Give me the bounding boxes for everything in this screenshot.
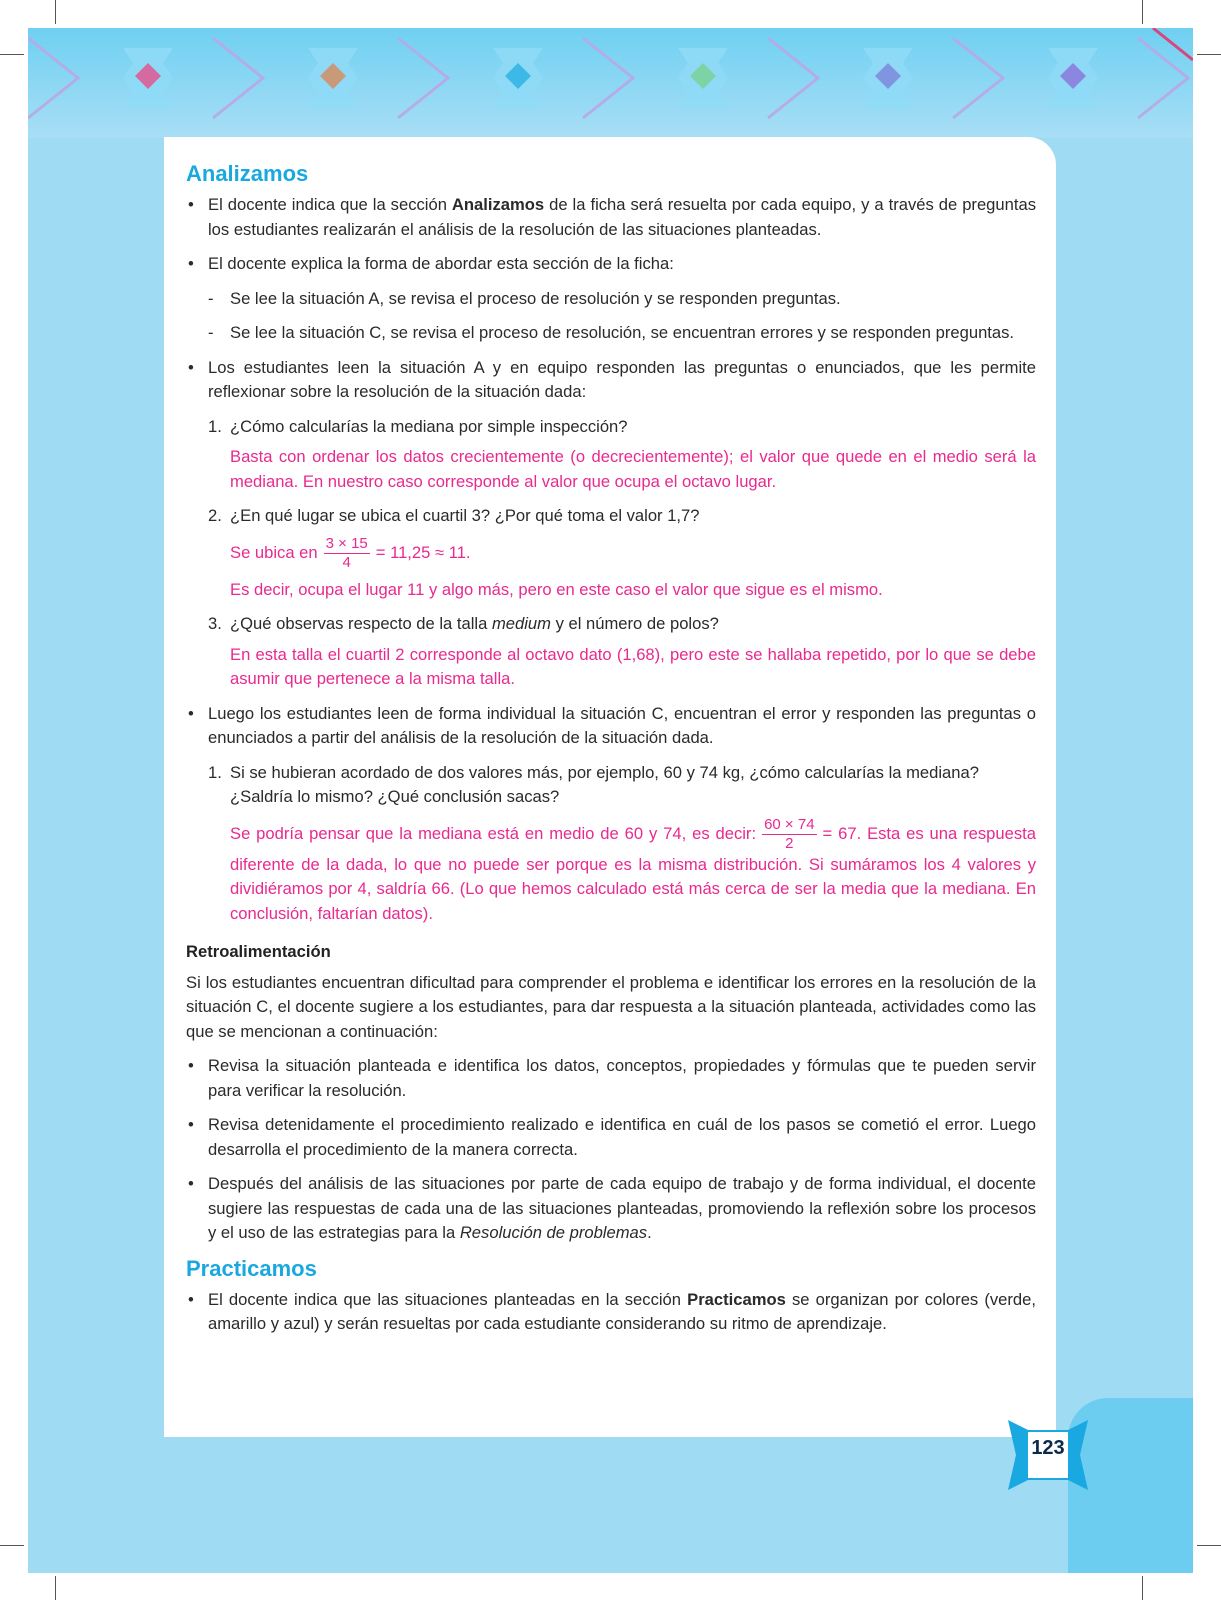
crop-mark (55, 0, 56, 24)
list-item: • Los estudiantes leen la situación A y en equipo responden las preguntas o enunciados, que les permite reflexionar sobre la resolución de la situación dada: (186, 356, 1036, 405)
list-item: • Luego los estudiantes leen de forma individual la situación C, encuentran el error y responden las preguntas o enunciados a partir del análisis de la resolución de la situación dada. (186, 702, 1036, 751)
fraction: $\frac{60 \times 74}{2}$ (764, 815, 815, 852)
page-number: 123 (1031, 1437, 1065, 1459)
content-body (186, 161, 1036, 1347)
answer-3: En esta talla el cuartil 2 corresponde al octavo dato (1,68), pero este se hallaba repetido, por lo que se debe asumir que pertenece a la misma talla. (230, 644, 1036, 688)
answer-1: Basta con ordenar los datos crecientemente (o decrecientemente); el valor que quede en el medio será la mediana. En nuestro caso corresponde al valor que ocupa el octavo lugar. (230, 447, 1036, 491)
content-panel (164, 137, 1056, 1437)
fraction: $\frac{3 \times 15}{4}$ (325, 534, 368, 571)
list-item: • El docente explica la forma de abordar esta sección de la ficha: (186, 252, 1036, 277)
crop-mark (55, 1576, 56, 1600)
crop-mark (1142, 1576, 1143, 1600)
section-title-practicamos: Practicamos (186, 1255, 317, 1281)
question-3: 3. ¿Qué observas respecto de la talla medium y el número de polos? (208, 614, 719, 633)
list-item: • Después del análisis de las situaciones por parte de cada equipo de trabajo y de forma individual, el docente sugiere las respuestas de cada una de las situaciones planteadas, promoviendo la reflexión sobre los procesos y el uso de las estrategias para la Resolución de problemas. (186, 1172, 1036, 1246)
list-item: • Revisa detenidamente el procedimiento realizado e identifica en cuál de los pasos se cometió el error. Luego desarrolla el procedimiento de la manera correcta. (186, 1113, 1036, 1162)
crop-mark (0, 54, 24, 55)
answer-2: Es decir, ocupa el lugar 11 y algo más, pero en este caso el valor que sigue es el mismo. (230, 579, 883, 599)
sub-list-item: - Se lee la situación C, se revisa el proceso de resolución, se encuentran errores y se responden preguntas. (186, 321, 1036, 346)
answer-4: Se podría pensar que la mediana está en medio de 60 y 74, es decir: $\frac{60 \times 74}{2}$ = 67. Esta es una respuesta diferente de la dada, lo que no puede ser porque es la misma distribución. Si sumáramos los 4 valores y dividiéramos por 4, saldría 66. (Lo que hemos calculado está más cerca de ser la media que la mediana. En conclusión, faltarían datos). (230, 815, 1036, 923)
sub-list-item: - Se lee la situación A, se revisa el proceso de resolución y se responden preguntas. (186, 287, 1036, 312)
section-title-analizamos: Analizamos (186, 161, 309, 186)
list-item: • El docente indica que las situaciones planteadas en la sección Practicamos se organizan por colores (verde, amarillo y azul) y serán resueltas por cada estudiante considerando su ritmo de aprendizaje. (186, 1288, 1036, 1337)
crop-mark (0, 1545, 24, 1546)
answer-2-formula: Se ubica en $\frac{3 \times 15}{4}$ = 11,25 ≈ 11. (230, 534, 471, 571)
list-item: • El docente indica que la sección Analizamos de la ficha será resuelta por cada equipo, y a través de preguntas los estudiantes realizarán el análisis de la resolución de las situaciones planteadas. (186, 193, 1036, 242)
subheading-retroalimentacion: Retroalimentación (186, 942, 331, 961)
crop-mark (1142, 0, 1143, 24)
question-1: 1. ¿Cómo calcularías la mediana por simple inspección? (208, 416, 628, 436)
decorative-banner (28, 28, 1193, 138)
crop-mark (1197, 1545, 1221, 1546)
question-2: 2. ¿En qué lugar se ubica el cuartil 3? ¿Por qué toma el valor 1,7? (208, 506, 700, 525)
question-4: 1. Si se hubieran acordado de dos valores más, por ejemplo, 60 y 74 kg, ¿cómo calcularías la mediana? ¿Saldría lo mismo? ¿Qué conclusión sacas? (208, 762, 979, 806)
paragraph: Si los estudiantes encuentran dificultad para comprender el problema e identificar los errores en la resolución de la situación C, el docente sugiere a los estudiantes, para dar respuesta a la situación planteada, actividades como las que se mencionan a continuación: (186, 972, 1036, 1041)
crop-mark (1197, 54, 1221, 55)
list-item: • Revisa la situación planteada e identifica los datos, conceptos, propiedades y fórmulas que te pueden servir para verificar la resolución. (186, 1054, 1036, 1103)
